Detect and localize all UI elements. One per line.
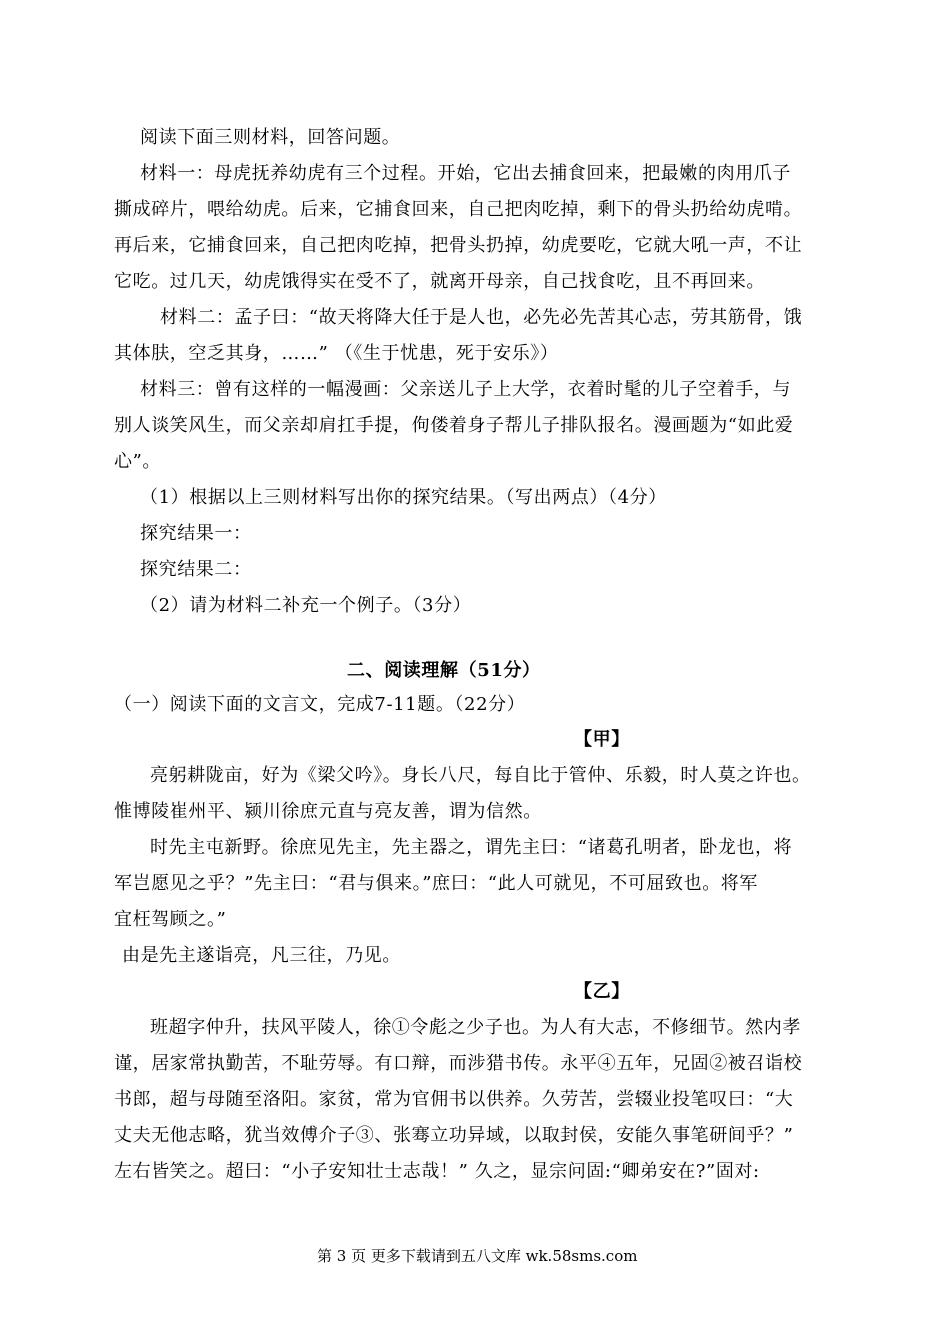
material2-line: 材料二：孟子曰：“故天将降大任于是人也，必先必先苦其心志，劳其筋骨，饿 <box>160 307 803 328</box>
yi-paragraph-line: 班超字仲升，扶风平陵人，徐①令彪之少子也。为人有大志，不修细节。然内孝 <box>150 1017 801 1038</box>
yi-paragraph-line: 书郎，超与母随至洛阳。家贫，常为官佣书以供养。久劳苦，尝辍业投笔叹曰：“大 <box>114 1089 794 1110</box>
yi-paragraph-line: 谨，居家常执勤苦，不耻劳辱。有口辩，而涉猎书传。永平④五年，兄固②被召诣校 <box>114 1053 803 1074</box>
yi-paragraph-line: 左右皆笑之。超曰：“小子安知壮士志哉！” 久之，显宗问固:“卿弟安在?”固对: <box>114 1161 760 1182</box>
subsection-instruction: （一）阅读下面的文言文，完成7-11题。（22分） <box>114 694 526 715</box>
jia-paragraph-line: 时先主屯新野。徐庶见先主，先主器之，谓先主曰：“诸葛孔明者，卧龙也，将 <box>150 837 793 858</box>
question-2: （2）请为材料二补充一个例子。（3分） <box>140 595 472 616</box>
reading-instruction: 阅读下面三则材料，回答问题。 <box>140 127 401 148</box>
material1-line: 它吃。过几天，幼虎饿得实在受不了，就离开母亲，自己找食吃，且不再回来。 <box>114 271 765 292</box>
material3-line: 材料三：曾有这样的一幅漫画：父亲送儿子上大学，衣着时髦的儿子空着手，与 <box>140 379 791 400</box>
material1-line: 撕成碎片，喂给幼虎。后来，它捕食回来，自己把肉吃掉，剩下的骨头扔给幼虎啃。 <box>114 199 803 220</box>
result-1-label: 探究结果一： <box>140 523 252 544</box>
material2-line: 其体肤，空乏其身，……” （《生于忧患，死于安乐》） <box>114 343 559 364</box>
material3-line: 心”。 <box>114 451 162 472</box>
result-2-label: 探究结果二： <box>140 559 252 580</box>
page-footer: 第 3 页 更多下载请到五八文库 wk.58sms.com <box>317 1247 638 1265</box>
material1-line: 材料一：母虎抚养幼虎有三个过程。开始，它出去捕食回来，把最嫩的肉用爪子 <box>140 163 791 184</box>
material1-line: 再后来，它捕食回来，自己把肉吃掉，把骨头扔掉，幼虎要吃，它就大吼一声，不让 <box>114 235 803 256</box>
passage-jia-label: 【甲】 <box>574 729 630 750</box>
jia-paragraph-line: 军岂愿见之乎？”先主曰：“君与俱来。”庶曰：“此人可就见，不可屈致也。将军 <box>114 873 759 894</box>
jia-paragraph-line: 宜枉驾顾之。” <box>114 909 227 930</box>
material3-line: 别人谈笑风生，而父亲却肩扛手提，佝偻着身子帮儿子排队报名。漫画题为“如此爱 <box>114 415 794 436</box>
section-title: 二、阅读理解（51分） <box>347 660 541 681</box>
yi-paragraph-line: 丈夫无他志略，犹当效傅介子③、张骞立功异域，以取封侯，安能久事笔研间乎？” <box>114 1125 794 1146</box>
passage-yi-label: 【乙】 <box>574 981 630 1002</box>
jia-paragraph-line: 由是先主遂诣亮，凡三往，乃见。 <box>122 945 401 966</box>
jia-paragraph-line: 惟博陵崔州平、颍川徐庶元直与亮友善，谓为信然。 <box>114 801 542 822</box>
question-1: （1）根据以上三则材料写出你的探究结果。（写出两点）（4分） <box>140 487 667 508</box>
jia-paragraph-line: 亮躬耕陇亩，好为《梁父吟》。身长八尺，每自比于管仲、乐毅，时人莫之许也。 <box>150 765 811 786</box>
